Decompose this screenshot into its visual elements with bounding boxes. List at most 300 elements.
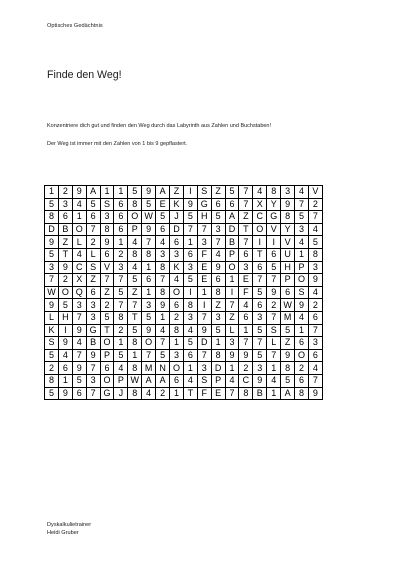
grid-cell: 8	[211, 286, 225, 299]
grid-cell: 6	[170, 236, 184, 249]
grid-cell: X	[72, 274, 86, 287]
grid-cell: S	[86, 261, 100, 274]
grid-cell: 8	[128, 337, 142, 350]
grid-cell: S	[100, 198, 114, 211]
grid-cell: 9	[183, 198, 197, 211]
grid-cell: 2	[114, 324, 128, 337]
grid-cell: A	[156, 186, 170, 199]
grid-cell: 9	[211, 261, 225, 274]
grid-cell: 4	[253, 186, 267, 199]
grid-cell: G	[86, 324, 100, 337]
grid-cell: 5	[128, 324, 142, 337]
grid-row	[45, 186, 323, 199]
grid-cell: 8	[114, 311, 128, 324]
grid-cell: 3	[86, 311, 100, 324]
grid-cell: 9	[86, 349, 100, 362]
grid-cell: 5	[225, 186, 239, 199]
grid-cell: 9	[295, 299, 309, 312]
grid-cell: 5	[267, 261, 281, 274]
grid-cell: 5	[253, 349, 267, 362]
grid-cell: K	[170, 198, 184, 211]
grid-cell: 6	[183, 349, 197, 362]
grid-cell: 9	[239, 349, 253, 362]
grid-cell: 9	[142, 324, 156, 337]
grid-cell: 4	[211, 248, 225, 261]
grid-cell: F	[239, 286, 253, 299]
grid-cell: T	[58, 248, 72, 261]
grid-row	[45, 286, 323, 299]
footer-publication: Dyskalkulietrainer	[47, 522, 92, 528]
grid-cell: 7	[308, 374, 322, 387]
grid-cell: Q	[72, 286, 86, 299]
grid-cell: I	[197, 299, 211, 312]
grid-cell: 4	[72, 248, 86, 261]
grid-cell: O	[100, 337, 114, 350]
grid-cell: D	[170, 223, 184, 236]
grid-cell: 4	[156, 324, 170, 337]
grid-cell: Z	[281, 337, 295, 350]
grid-cell: 3	[100, 211, 114, 224]
grid-cell: 5	[281, 374, 295, 387]
grid-cell: 3	[225, 337, 239, 350]
grid-cell: 1	[142, 261, 156, 274]
grid-row	[45, 374, 323, 387]
grid-cell: 6	[183, 248, 197, 261]
grid-cell: D	[211, 362, 225, 375]
grid-cell: 5	[45, 248, 59, 261]
grid-cell: 4	[58, 349, 72, 362]
grid-cell: 5	[45, 387, 59, 400]
grid-cell: 7	[308, 324, 322, 337]
grid-cell: 5	[45, 349, 59, 362]
grid-cell: H	[58, 311, 72, 324]
header-label: Optisches Gedächtnis	[47, 23, 103, 29]
grid-cell: 7	[156, 337, 170, 350]
grid-cell: 3	[142, 299, 156, 312]
grid-cell: 8	[128, 387, 142, 400]
grid-cell: 3	[197, 236, 211, 249]
grid-cell: 7	[225, 299, 239, 312]
grid-cell: 5	[114, 349, 128, 362]
grid-cell: 6	[156, 223, 170, 236]
grid-cell: 4	[308, 223, 322, 236]
grid-cell: 5	[128, 274, 142, 287]
grid-cell: B	[225, 236, 239, 249]
grid-cell: 3	[45, 261, 59, 274]
grid-cell: B	[253, 387, 267, 400]
grid-cell: 5	[253, 286, 267, 299]
grid-cell: 9	[45, 299, 59, 312]
grid-cell: 8	[281, 362, 295, 375]
grid-cell: A	[86, 186, 100, 199]
grid-cell: 3	[197, 362, 211, 375]
grid-cell: 8	[45, 374, 59, 387]
grid-cell: 4	[114, 362, 128, 375]
grid-cell: 1	[211, 337, 225, 350]
grid-cell: L	[267, 337, 281, 350]
grid-cell: 8	[128, 362, 142, 375]
grid-cell: 1	[170, 387, 184, 400]
grid-cell: 9	[58, 261, 72, 274]
grid-cell: 5	[156, 211, 170, 224]
grid-cell: 8	[156, 261, 170, 274]
grid-cell: 5	[295, 211, 309, 224]
grid-cell: I	[225, 286, 239, 299]
grid-cell: 2	[86, 236, 100, 249]
grid-cell: 1	[128, 349, 142, 362]
grid-cell: 1	[225, 362, 239, 375]
grid-cell: 5	[253, 324, 267, 337]
grid-cell: 6	[86, 286, 100, 299]
grid-cell: 7	[45, 274, 59, 287]
grid-cell: 1	[58, 374, 72, 387]
grid-cell: 4	[183, 324, 197, 337]
grid-cell: I	[183, 286, 197, 299]
grid-cell: 2	[295, 362, 309, 375]
grid-cell: 6	[100, 362, 114, 375]
grid-cell: 3	[86, 374, 100, 387]
grid-cell: 5	[72, 374, 86, 387]
grid-cell: T	[239, 223, 253, 236]
footer-author: Heidi Gruber	[47, 530, 79, 536]
grid-row	[45, 211, 323, 224]
grid-cell: 1	[267, 387, 281, 400]
grid-cell: 7	[86, 362, 100, 375]
grid-cell: G	[267, 211, 281, 224]
grid-cell: E	[211, 387, 225, 400]
grid-cell: L	[225, 324, 239, 337]
grid-cell: 6	[211, 198, 225, 211]
grid-cell: Y	[281, 223, 295, 236]
grid-cell: 5	[211, 324, 225, 337]
grid-cell: 8	[170, 324, 184, 337]
grid-cell: L	[72, 236, 86, 249]
grid-cell: 7	[100, 274, 114, 287]
rule-text: Der Weg ist immer mit den Zahlen von 1 bis 9 gepflastert.	[47, 141, 188, 147]
grid-cell: I	[58, 324, 72, 337]
grid-cell: 5	[183, 337, 197, 350]
grid-cell: 3	[72, 299, 86, 312]
grid-row	[45, 274, 323, 287]
grid-cell: A	[281, 387, 295, 400]
grid-cell: 7	[267, 311, 281, 324]
grid-cell: 3	[253, 362, 267, 375]
grid-row	[45, 324, 323, 337]
grid-cell: 5	[281, 324, 295, 337]
grid-cell: J	[170, 211, 184, 224]
grid-cell: 7	[239, 186, 253, 199]
grid-cell: 7	[239, 198, 253, 211]
grid-row	[45, 261, 323, 274]
grid-cell: K	[45, 324, 59, 337]
grid-cell: 2	[114, 248, 128, 261]
grid-cell: 3	[239, 261, 253, 274]
grid-cell: T	[128, 311, 142, 324]
grid-cell: 3	[211, 223, 225, 236]
grid-cell: 7	[197, 223, 211, 236]
grid-cell: 9	[197, 324, 211, 337]
grid-cell: 5	[58, 299, 72, 312]
grid-cell: 8	[267, 186, 281, 199]
grid-cell: 7	[197, 311, 211, 324]
grid-cell: 1	[100, 186, 114, 199]
grid-cell: I	[267, 236, 281, 249]
grid-cell: 4	[128, 236, 142, 249]
grid-cell: 6	[281, 286, 295, 299]
page-title: Finde den Weg!	[47, 69, 122, 81]
grid-cell: D	[45, 223, 59, 236]
grid-cell: 7	[72, 349, 86, 362]
grid-cell: A	[156, 374, 170, 387]
grid-cell: S	[197, 374, 211, 387]
grid-cell: T	[100, 324, 114, 337]
grid-cell: 9	[72, 362, 86, 375]
grid-cell: Z	[100, 286, 114, 299]
grid-cell: C	[253, 211, 267, 224]
grid-cell: I	[183, 186, 197, 199]
grid-cell: 9	[281, 349, 295, 362]
grid-cell: 7	[86, 223, 100, 236]
grid-cell: 6	[308, 311, 322, 324]
grid-cell: 3	[211, 311, 225, 324]
grid-cell: 3	[58, 198, 72, 211]
grid-cell: 2	[267, 299, 281, 312]
grid-cell: Z	[211, 186, 225, 199]
grid-cell: E	[156, 198, 170, 211]
grid-row	[45, 349, 323, 362]
grid-cell: O	[58, 286, 72, 299]
grid-cell: 6	[170, 374, 184, 387]
grid-cell: I	[253, 236, 267, 249]
grid-cell: 9	[281, 198, 295, 211]
grid-cell: 7	[156, 274, 170, 287]
grid-cell: 1	[45, 186, 59, 199]
grid-cell: P	[281, 274, 295, 287]
grid-cell: O	[295, 274, 309, 287]
grid-cell: Z	[211, 299, 225, 312]
grid-cell: P	[295, 261, 309, 274]
grid-cell: 6	[114, 223, 128, 236]
grid-cell: 7	[267, 349, 281, 362]
grid-cell: S	[197, 186, 211, 199]
grid-cell: 2	[58, 186, 72, 199]
grid-cell: E	[197, 261, 211, 274]
grid-row	[45, 248, 323, 261]
grid-cell: 1	[239, 324, 253, 337]
grid-cell: 7	[253, 337, 267, 350]
grid-cell: O	[225, 261, 239, 274]
grid-cell: A	[142, 374, 156, 387]
grid-cell: O	[170, 362, 184, 375]
grid-cell: 9	[225, 349, 239, 362]
grid-cell: T	[183, 387, 197, 400]
grid-cell: W	[142, 211, 156, 224]
grid-cell: H	[281, 261, 295, 274]
grid-row	[45, 311, 323, 324]
grid-cell: 1	[156, 311, 170, 324]
grid-cell: 3	[170, 248, 184, 261]
grid-row	[45, 362, 323, 375]
grid-cell: O	[253, 223, 267, 236]
grid-cell: 9	[142, 186, 156, 199]
grid-cell: 3	[183, 261, 197, 274]
grid-cell: 1	[267, 362, 281, 375]
grid-cell: 7	[114, 299, 128, 312]
grid-cell: 4	[295, 236, 309, 249]
grid-cell: 1	[183, 236, 197, 249]
grid-cell: Y	[267, 198, 281, 211]
grid-row	[45, 337, 323, 350]
grid-cell: W	[281, 299, 295, 312]
grid-cell: Z	[128, 286, 142, 299]
grid-cell: 3	[308, 337, 322, 350]
grid-cell: 4	[308, 362, 322, 375]
grid-cell: 9	[156, 299, 170, 312]
grid-cell: 7	[72, 311, 86, 324]
grid-cell: 9	[267, 286, 281, 299]
grid-cell: 3	[183, 311, 197, 324]
grid-cell: 7	[253, 274, 267, 287]
grid-cell: W	[128, 374, 142, 387]
grid-cell: 3	[308, 261, 322, 274]
grid-cell: 4	[170, 274, 184, 287]
grid-cell: 6	[72, 387, 86, 400]
grid-cell: 9	[72, 324, 86, 337]
grid-cell: 7	[308, 211, 322, 224]
grid-cell: 4	[72, 337, 86, 350]
grid-row	[45, 198, 323, 211]
grid-cell: 5	[45, 198, 59, 211]
grid-row	[45, 223, 323, 236]
grid-cell: 3	[156, 248, 170, 261]
grid-cell: T	[253, 248, 267, 261]
grid-cell: 8	[295, 387, 309, 400]
grid-cell: O	[72, 223, 86, 236]
grid-cell: K	[170, 261, 184, 274]
grid-cell: P	[128, 223, 142, 236]
grid-cell: 1	[170, 337, 184, 350]
grid-cell: 7	[86, 387, 100, 400]
grid-cell: Z	[239, 211, 253, 224]
grid-cell: 7	[114, 274, 128, 287]
grid-cell: 6	[239, 311, 253, 324]
grid-cell: 2	[170, 311, 184, 324]
grid-cell: U	[281, 248, 295, 261]
grid-cell: 6	[295, 374, 309, 387]
grid-cell: O	[100, 374, 114, 387]
grid-cell: 2	[308, 198, 322, 211]
grid-row	[45, 299, 323, 312]
grid-cell: B	[86, 337, 100, 350]
grid-cell: 6	[211, 274, 225, 287]
grid-cell: G	[197, 198, 211, 211]
grid-cell: E	[197, 274, 211, 287]
labyrinth-grid-body	[45, 186, 323, 400]
grid-cell: 7	[142, 236, 156, 249]
grid-cell: 5	[211, 211, 225, 224]
grid-cell: 1	[114, 236, 128, 249]
grid-cell: 6	[114, 198, 128, 211]
grid-cell: O	[170, 286, 184, 299]
grid-cell: S	[45, 337, 59, 350]
grid-cell: 7	[239, 337, 253, 350]
grid-cell: 4	[267, 374, 281, 387]
grid-cell: 1	[225, 274, 239, 287]
instruction-text: Konzentriere dich gut und finden den Weg durch das Labyrinth aus Zahlen und Buchstaben!	[47, 123, 272, 129]
grid-cell: 7	[197, 349, 211, 362]
grid-cell: 3	[114, 261, 128, 274]
grid-cell: 6	[253, 299, 267, 312]
grid-cell: 6	[100, 248, 114, 261]
grid-cell: D	[197, 337, 211, 350]
grid-cell: M	[142, 362, 156, 375]
grid-cell: 6	[86, 211, 100, 224]
grid-cell: 5	[183, 211, 197, 224]
grid-cell: 5	[142, 311, 156, 324]
grid-cell: 6	[114, 211, 128, 224]
grid-cell: P	[100, 349, 114, 362]
grid-cell: 8	[128, 198, 142, 211]
grid-cell: Z	[225, 311, 239, 324]
grid-cell: H	[197, 211, 211, 224]
grid-cell: V	[100, 261, 114, 274]
grid-cell: 9	[58, 387, 72, 400]
grid-cell: 5	[86, 198, 100, 211]
grid-cell: 8	[211, 349, 225, 362]
grid-cell: 2	[156, 387, 170, 400]
grid-cell: 4	[295, 311, 309, 324]
grid-cell: A	[225, 211, 239, 224]
grid-cell: C	[72, 261, 86, 274]
grid-cell: 4	[225, 374, 239, 387]
grid-cell: Z	[58, 236, 72, 249]
grid-cell: 5	[114, 286, 128, 299]
grid-cell: G	[100, 387, 114, 400]
grid-cell: 6	[170, 299, 184, 312]
grid-cell: 6	[225, 198, 239, 211]
grid-cell: 8	[239, 387, 253, 400]
grid-cell: 1	[72, 211, 86, 224]
grid-cell: 8	[142, 248, 156, 261]
grid-cell: 4	[308, 286, 322, 299]
grid-cell: 3	[170, 349, 184, 362]
grid-cell: F	[197, 387, 211, 400]
grid-cell: E	[239, 274, 253, 287]
grid-cell: 7	[183, 223, 197, 236]
grid-row	[45, 236, 323, 249]
grid-cell: 3	[295, 223, 309, 236]
grid-cell: 2	[239, 362, 253, 375]
grid-cell: P	[225, 248, 239, 261]
grid-cell: 6	[58, 211, 72, 224]
grid-cell: 7	[267, 274, 281, 287]
grid-cell: 8	[308, 248, 322, 261]
grid-cell: V	[281, 236, 295, 249]
grid-cell: 6	[295, 337, 309, 350]
grid-cell: 2	[100, 299, 114, 312]
grid-cell: J	[114, 387, 128, 400]
grid-cell: 1	[295, 324, 309, 337]
grid-cell: O	[128, 211, 142, 224]
grid-cell: 4	[128, 261, 142, 274]
grid-row	[45, 387, 323, 400]
grid-cell: 7	[225, 387, 239, 400]
grid-cell: 6	[253, 261, 267, 274]
grid-cell: 1	[114, 186, 128, 199]
grid-cell: 9	[45, 236, 59, 249]
grid-cell: 8	[128, 248, 142, 261]
grid-cell: 8	[45, 211, 59, 224]
